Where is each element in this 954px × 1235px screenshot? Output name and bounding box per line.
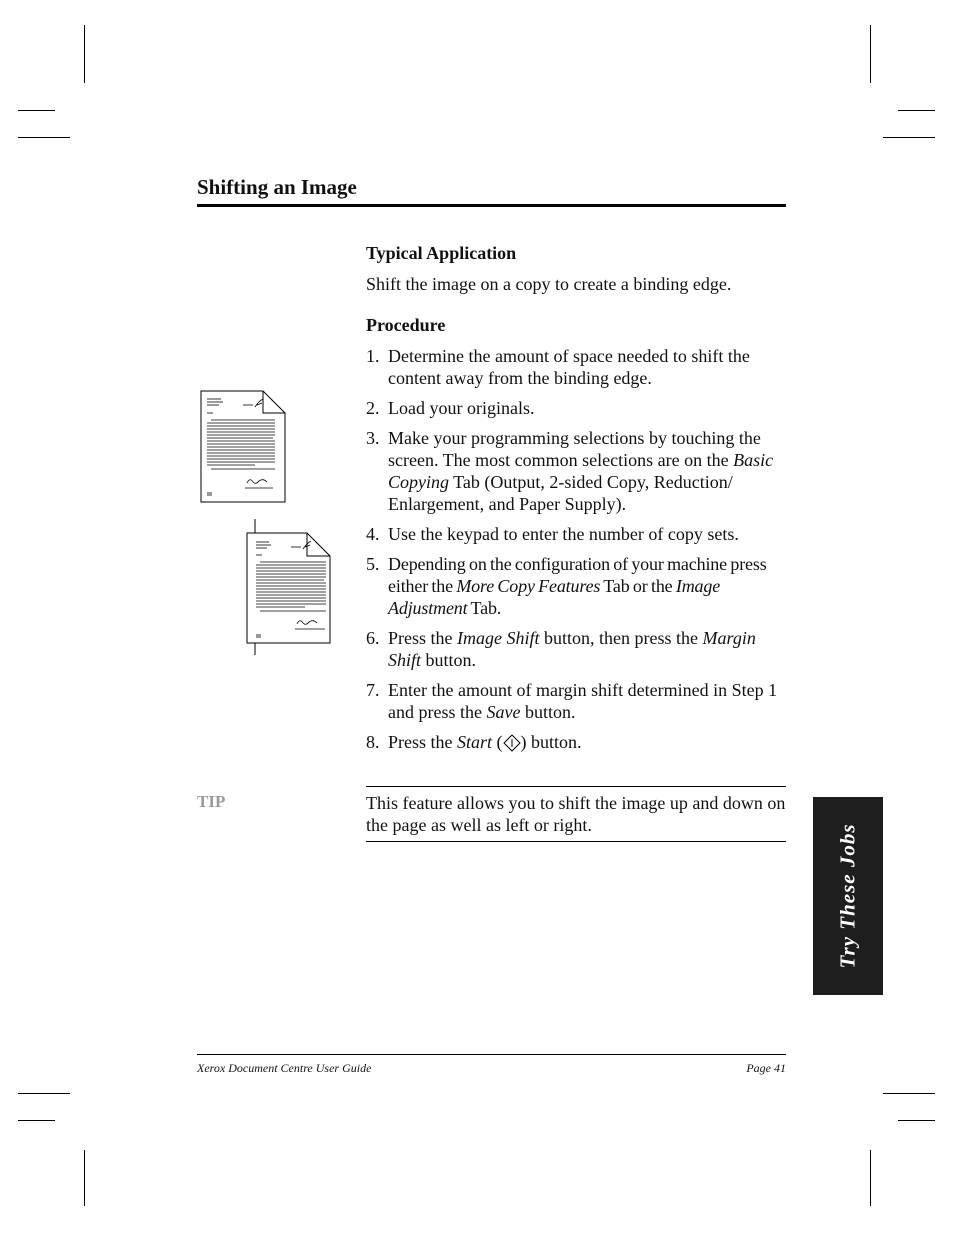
step-text: Press the [388,628,457,648]
procedure-steps [366,345,786,761]
start-button-ref: Start [457,732,493,752]
footer-rule [197,1054,786,1055]
image-shift-illustration [195,385,340,660]
crop-mark [84,1150,85,1206]
footer-guide-title: Xerox Document Centre User Guide [197,1061,372,1075]
procedure-step [366,397,786,419]
procedure-step [366,731,786,753]
procedure-step [366,427,786,515]
procedure-step [366,627,786,671]
tip-rule-top [366,786,786,787]
crop-mark [18,110,55,111]
shifted-document-page-icon [247,519,330,655]
procedure-step [366,553,786,619]
crop-mark [883,1093,935,1094]
step-number: 4. [366,524,380,544]
step-number: 2. [366,398,380,418]
step-text: button, then press the [539,628,703,648]
basic-copying-tab-ref: Basic Copying [388,450,774,492]
step-text: Depending on the configuration of your machine press either the [388,554,767,596]
tip-label: TIP [197,792,226,811]
footer-page-number: Page 41 [746,1061,786,1075]
crop-mark [870,25,871,83]
procedure-heading: Procedure [366,315,446,335]
step-number: 6. [366,628,380,648]
crop-mark [883,137,935,138]
margin-shift-button-ref: Margin Shift [388,628,756,670]
crop-mark [870,1150,871,1206]
crop-mark [84,25,85,83]
step-text: Enter the amount of margin shift determined in Step 1 and press the [388,680,778,722]
save-button-ref: Save [486,702,521,722]
step-text: Press the [388,732,457,752]
step-text: button. [520,702,576,722]
step-number: 5. [366,554,380,574]
typical-application-text: Shift the image on a copy to create a binding edge. [366,274,732,294]
step-text: Use the keypad to enter the number of copy sets. [388,524,739,544]
step-number: 3. [366,428,380,448]
step-number: 7. [366,680,380,700]
step-text: Determine the amount of space needed to shift the content away from the binding edge. [388,346,750,388]
section-title: Shifting an Image [197,175,357,199]
title-rule [197,204,786,207]
crop-mark [18,1120,55,1121]
crop-mark [898,1120,935,1121]
step-text: Load your originals. [388,398,535,418]
step-text: Make your programming selections by touching the screen. The most common selections are on the [388,428,761,470]
procedure-step [366,523,786,545]
step-text: button. [421,650,477,670]
procedure-step [366,679,786,723]
start-diamond-icon [503,734,521,752]
step-text: ) button. [520,732,582,752]
crop-mark [18,1093,70,1094]
side-tab-label: Try These Jobs [835,823,860,969]
crop-mark [898,110,935,111]
step-text: ( [492,732,503,752]
image-shift-button-ref: Image Shift [457,628,540,648]
step-number: 1. [366,346,380,366]
typical-application-heading: Typical Application [366,243,517,263]
step-number: 8. [366,732,380,752]
more-copy-features-tab-ref: More Copy Features [456,576,601,596]
step-text: Tab. [467,598,502,618]
tip-text: This feature allows you to shift the image up and down on the page as well as left or right. [366,793,786,835]
image-adjustment-tab-ref: Image Adjustment [388,576,721,618]
crop-mark [18,137,70,138]
step-text: Tab (Output, 2-sided Copy, Reduction/ Enlargement, and Paper Supply). [388,472,733,514]
step-text: Tab or the [600,576,676,596]
tip-rule-bottom [366,841,786,842]
document-page-icon [201,391,285,502]
side-tab [813,797,883,995]
procedure-step [366,345,786,389]
